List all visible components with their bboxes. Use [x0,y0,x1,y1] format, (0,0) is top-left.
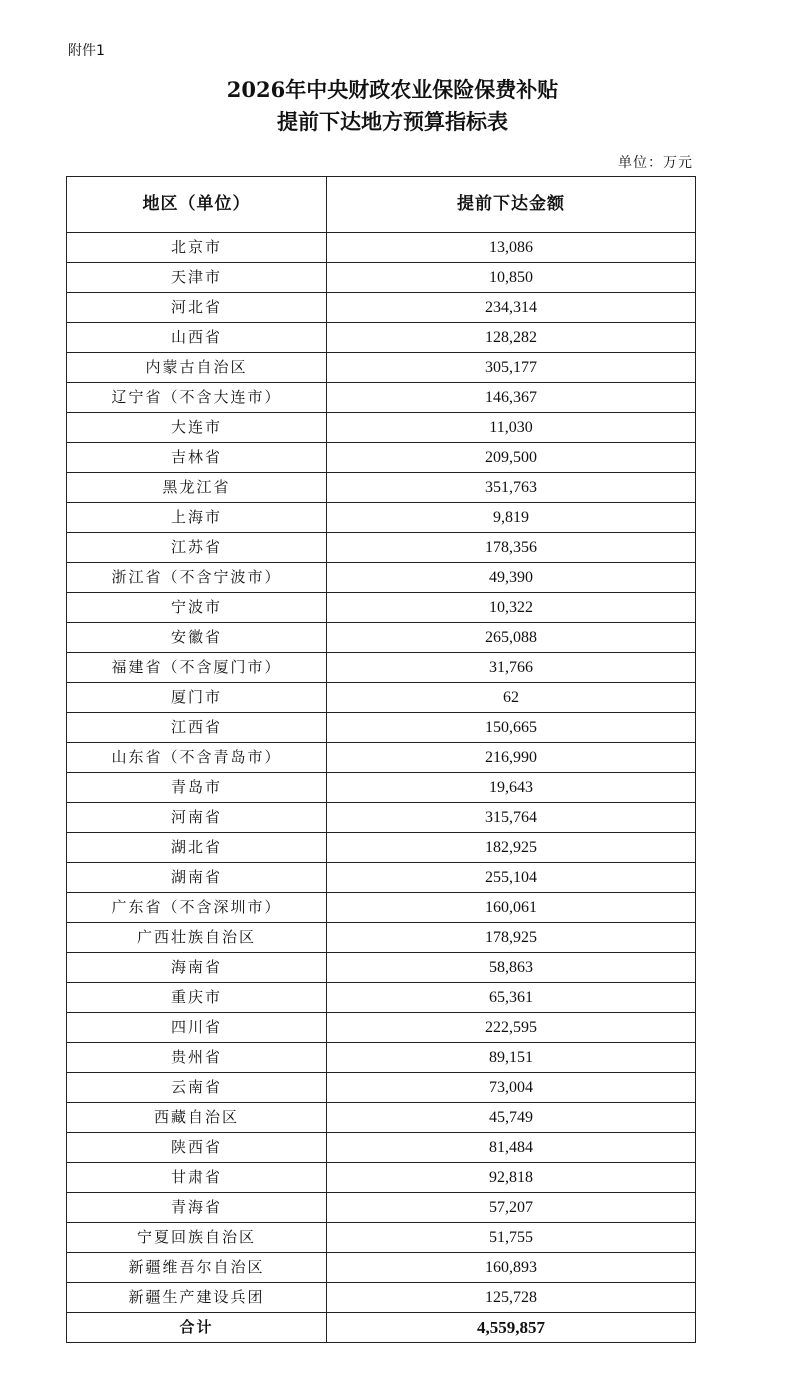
total-row [67,1313,696,1343]
region-cell: 重庆市 [67,983,327,1013]
region-cell: 山西省 [67,323,327,353]
table-row [67,743,696,773]
region-cell: 河北省 [67,293,327,323]
table-row [67,563,696,593]
table-row [67,293,696,323]
table-row [67,773,696,803]
amount-cell: 146,367 [327,383,696,413]
region-cell: 四川省 [67,1013,327,1043]
region-cell: 江苏省 [67,533,327,563]
region-cell: 大连市 [67,413,327,443]
region-cell: 上海市 [67,503,327,533]
table-row [67,1073,696,1103]
amount-cell: 49,390 [327,563,696,593]
region-cell: 青岛市 [67,773,327,803]
region-cell: 内蒙古自治区 [67,353,327,383]
table-row [67,413,696,443]
table-row [67,803,696,833]
amount-cell: 234,314 [327,293,696,323]
amount-cell: 81,484 [327,1133,696,1163]
amount-cell: 11,030 [327,413,696,443]
table-row [67,983,696,1013]
table-row [67,233,696,263]
region-cell: 湖北省 [67,833,327,863]
amount-cell: 150,665 [327,713,696,743]
amount-cell: 125,728 [327,1283,696,1313]
table-row [67,623,696,653]
table-row [67,383,696,413]
amount-cell: 209,500 [327,443,696,473]
table-row [67,893,696,923]
total-label: 合计 [67,1313,327,1343]
region-cell: 新疆维吾尔自治区 [67,1253,327,1283]
table-row [67,953,696,983]
amount-cell: 51,755 [327,1223,696,1253]
region-cell: 海南省 [67,953,327,983]
amount-column-header: 提前下达金额 [327,177,696,233]
table-row [67,533,696,563]
amount-cell: 19,643 [327,773,696,803]
table-row [67,1043,696,1073]
table-header-row [67,177,696,233]
unit-label: 单位：万元 [618,155,693,171]
amount-cell: 182,925 [327,833,696,863]
amount-cell: 351,763 [327,473,696,503]
table-row [67,263,696,293]
region-cell: 青海省 [67,1193,327,1223]
amount-cell: 216,990 [327,743,696,773]
amount-cell: 160,893 [327,1253,696,1283]
table-row [67,923,696,953]
table-row [67,863,696,893]
table-row [67,1223,696,1253]
table-row [67,593,696,623]
document-title-line2: 提前下达地方预算指标表 [277,109,508,134]
region-cell: 吉林省 [67,443,327,473]
table-row [67,1163,696,1193]
amount-cell: 31,766 [327,653,696,683]
document-title-line1: 2026年中央财政农业保险保费补贴 [226,77,559,102]
region-cell: 浙江省（不含宁波市） [67,563,327,593]
region-cell: 厦门市 [67,683,327,713]
amount-cell: 315,764 [327,803,696,833]
region-cell: 宁夏回族自治区 [67,1223,327,1253]
amount-cell: 92,818 [327,1163,696,1193]
table-row [67,1283,696,1313]
amount-cell: 160,061 [327,893,696,923]
amount-cell: 178,356 [327,533,696,563]
region-cell: 广西壮族自治区 [67,923,327,953]
region-cell: 宁波市 [67,593,327,623]
region-cell: 新疆生产建设兵团 [67,1283,327,1313]
table-row [67,713,696,743]
table-row [67,473,696,503]
amount-cell: 45,749 [327,1103,696,1133]
amount-cell: 65,361 [327,983,696,1013]
region-cell: 湖南省 [67,863,327,893]
total-amount: 4,559,857 [327,1313,696,1343]
table-row [67,323,696,353]
table-row [67,833,696,863]
table-row [67,1103,696,1133]
region-cell: 黑龙江省 [67,473,327,503]
region-cell: 西藏自治区 [67,1103,327,1133]
amount-cell: 128,282 [327,323,696,353]
region-cell: 江西省 [67,713,327,743]
region-cell: 河南省 [67,803,327,833]
amount-cell: 89,151 [327,1043,696,1073]
amount-cell: 222,595 [327,1013,696,1043]
table-row [67,503,696,533]
table-row [67,1133,696,1163]
amount-cell: 58,863 [327,953,696,983]
budget-table [66,176,696,1343]
region-cell: 天津市 [67,263,327,293]
amount-cell: 255,104 [327,863,696,893]
table-row [67,1193,696,1223]
amount-cell: 9,819 [327,503,696,533]
region-cell: 福建省（不含厦门市） [67,653,327,683]
table-row [67,1013,696,1043]
region-cell: 陕西省 [67,1133,327,1163]
amount-cell: 10,850 [327,263,696,293]
region-cell: 北京市 [67,233,327,263]
table-row [67,353,696,383]
amount-cell: 57,207 [327,1193,696,1223]
amount-cell: 178,925 [327,923,696,953]
table-row [67,683,696,713]
amount-cell: 10,322 [327,593,696,623]
region-cell: 山东省（不含青岛市） [67,743,327,773]
amount-cell: 305,177 [327,353,696,383]
region-cell: 贵州省 [67,1043,327,1073]
amount-cell: 73,004 [327,1073,696,1103]
amount-cell: 62 [327,683,696,713]
table-row [67,653,696,683]
region-cell: 广东省（不含深圳市） [67,893,327,923]
region-cell: 云南省 [67,1073,327,1103]
table-body [67,233,696,1313]
table-row [67,443,696,473]
region-cell: 甘肃省 [67,1163,327,1193]
region-cell: 安徽省 [67,623,327,653]
region-column-header: 地区（单位） [67,177,327,233]
region-cell: 辽宁省（不含大连市） [67,383,327,413]
attachment-label: 附件1 [68,43,105,59]
amount-cell: 265,088 [327,623,696,653]
table-row [67,1253,696,1283]
amount-cell: 13,086 [327,233,696,263]
